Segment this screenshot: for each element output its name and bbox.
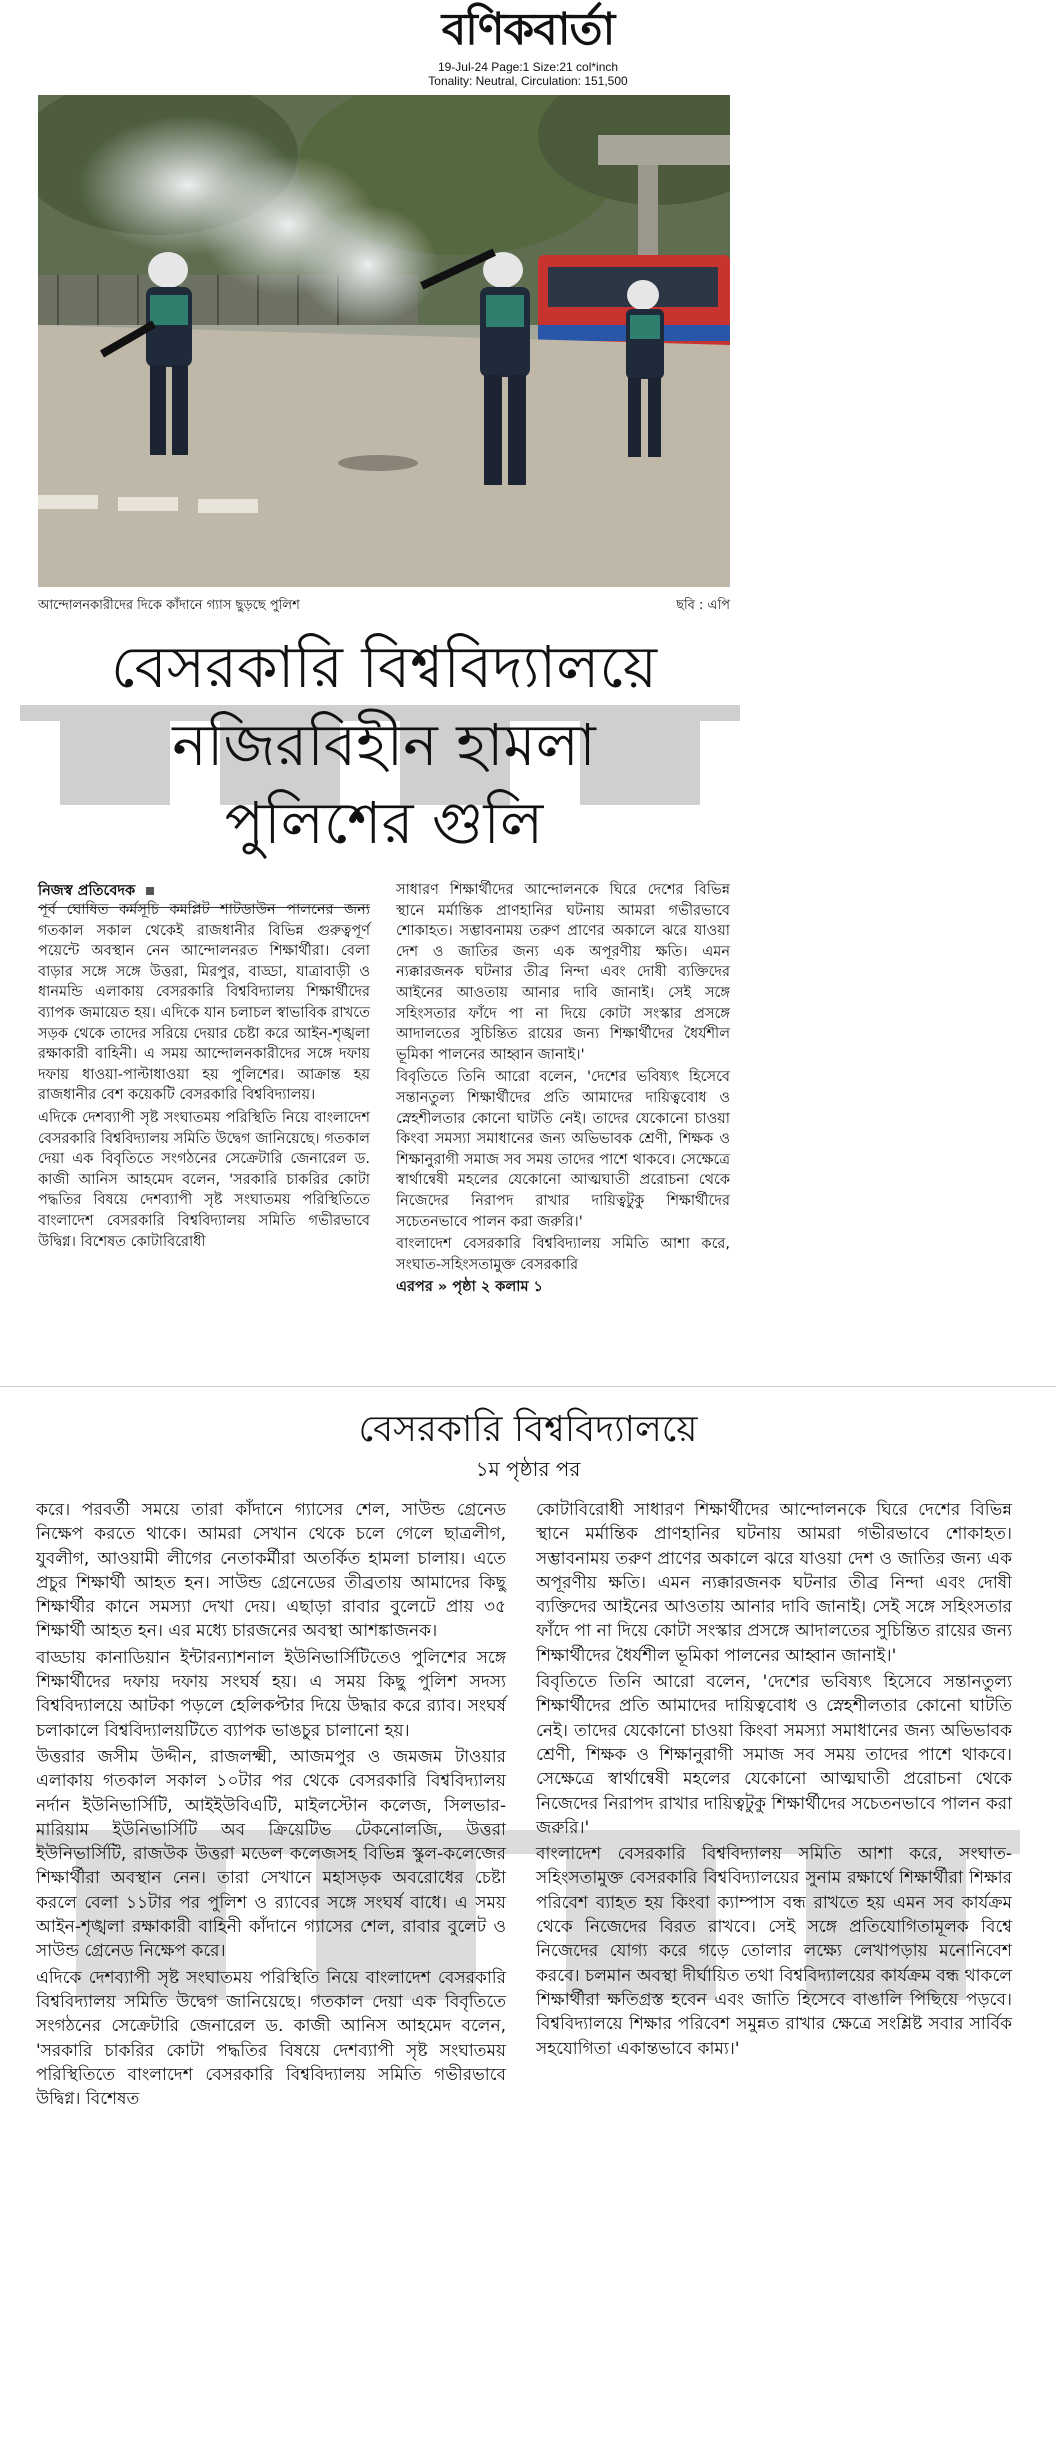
photo-caption: আন্দোলনকারীদের দিকে কাঁদানে গ্যাস ছুড়ছে পুলিশ xyxy=(38,598,300,613)
headline xyxy=(38,628,730,862)
masthead-logo: বণিকবার্তা xyxy=(441,4,615,55)
jump-column-1 xyxy=(36,1498,506,2113)
clipping-meta-line2: Tonality: Neutral, Circulation: 151,500 xyxy=(428,74,628,88)
byline-marker-icon xyxy=(146,887,154,895)
article-column-2 xyxy=(396,880,730,1300)
paragraph: করে। পরবর্তী সময়ে তারা কাঁদানে গ্যাসের শেল, সাউন্ড গ্রেনেড নিক্ষেপ করতে থাকে। আমরা সেখান থেকে চলে গেলে ছাত্রলীগ, যুবলীগ, আওয়ামী লীগের নেতাকর্মীরা অতর্কিত হামলা চালায়। এতে প্রচুর শিক্ষার্থী আহত হন। সাউন্ড গ্রেনেডের তীব্রতায় আমাদের কিছু শিক্ষার্থীর কানে সমস্যা দেখা দেয়। এছাড়া রাবার বুলেটে প্রায় ৩৫ শিক্ষার্থী আহত হন। এর মধ্যে চারজনের অবস্থা আশঙ্কাজনক। xyxy=(36,1500,506,1642)
paragraph: এদিকে দেশব্যাপী সৃষ্ট সংঘাতময় পরিস্থিতি নিয়ে বাংলাদেশ বেসরকারি বিশ্ববিদ্যালয় সমিতি উদ্বেগ জানিয়েছে। গতকাল দেয়া এক বিবৃতিতে সংগঠনের সেক্রেটারি জেনারেল ড. কাজী আনিস আহমেদ বলেন, 'সরকারি চাকরির কোটা পদ্ধতির বিষয়ে দেশব্যাপী সৃষ্ট সংঘাতময় পরিস্থিতিতে বাংলাদেশ বেসরকারি বিশ্ববিদ্যালয় সমিতি গভীরভাবে উদ্বিগ্ন। বিশেষত কোটাবিরোধী xyxy=(38,1109,370,1250)
jump-column-2 xyxy=(536,1498,1012,2063)
police-firing-teargas-photo xyxy=(38,95,730,587)
paragraph: বিবৃতিতে তিনি আরো বলেন, 'দেশের ভবিষ্যৎ হিসেবে সন্তানতুল্য শিক্ষার্থীদের প্রতি আমাদের দায়িত্ববোধ ও স্নেহশীলতার কোনো ঘাটতি নেই। তাদের যেকোনো চাওয়া কিংবা সমস্যা সমাধানের জন্য অভিভাবক শ্রেণী, শিক্ষক ও শিক্ষানুরাগী সমাজ সব সময় তাদের পাশে থাকবে। সেক্ষেত্রে স্বার্থান্বেষী মহলের যেকোনো আত্মঘাতী প্ররোচনা থেকে নিজেদের নিরাপদ রাখার দায়িত্বটুকু শিক্ষার্থীদের সচেতনভাবে পালন করা জরুরি।' xyxy=(536,1672,1012,1838)
paragraph: বাংলাদেশ বেসরকারি বিশ্ববিদ্যালয় সমিতি আশা করে, সংঘাত-সহিংসতামুক্ত বেসরকারি বিশ্ববিদ্যালয়ের সুনাম রক্ষার্থে শিক্ষার্থীরা শিক্ষার পরিবেশ ব্যাহত হয় কিংবা ক্যাম্পাস বন্ধ রাখতে হয় এমন সব কার্যক্রম থেকে নিজেদের বিরত রাখবে। সেই সঙ্গে প্রতিযোগিতামূলক বিশ্বে নিজেদের যোগ্য করে গড়ে তোলার লক্ষ্যে লেখাপড়ায় মনোনিবেশ করবে। চলমান অবস্থা দীর্ঘায়িত তথা বিশ্ববিদ্যালয়ের কার্যক্রম বন্ধ থাকলে শিক্ষার্থীরা ক্ষতিগ্রস্ত হবেন এবং জাতি হিসেবে বাঙালি পিছিয়ে পড়বে। বিশ্ববিদ্যালয়ে শিক্ষার পরিবেশ সমুন্নত রাখার ক্ষেত্রে সংশ্লিষ্ট সবার সার্বিক সহযোগিতা একান্তভাবে কাম্য।' xyxy=(536,1844,1012,2059)
paragraph: বাড্ডায় কানাডিয়ান ইন্টারন্যাশনাল ইউনিভার্সিটিতেও পুলিশের সঙ্গে শিক্ষার্থীদের দফায় দফায় সংঘর্ষ হয়। এ সময় কিছু পুলিশ সদস্য বিশ্ববিদ্যালয়ে আটকা পড়লে হেলিকপ্টার দিয়ে উদ্ধার করে র‍্যাব। সংঘর্ষ চলাকালে বিশ্ববিদ্যালয়টিতে ব্যাপক ভাঙচুর চালানো হয়। xyxy=(36,1647,506,1741)
jump-subtitle: ১ম পৃষ্ঠার পর xyxy=(475,1457,581,1481)
jump-headline: বেসরকারি বিশ্ববিদ্যালয়ে xyxy=(358,1409,698,1450)
paragraph: উত্তরার জসীম উদ্দীন, রাজলক্ষ্মী, আজমপুর ও জমজম টাওয়ার এলাকায় গতকাল সকাল ১০টার পর থেকে বেসরকারি বিশ্ববিদ্যালয় নর্দান ইউনিভার্সিটি, আইইউবিএটি, মাইলস্টোন কলেজ, সিলভার-মারিয়াম ইউনিভার্সিটি অব ক্রিয়েটিভ টেকনোলজি, উত্তরা ইউনিভার্সিটি, রাজউক উত্তরা মডেল কলেজসহ বিভিন্ন স্কুল-কলেজের শিক্ষার্থীরা অবস্থান নেন। তারা সেখানে মহাসড়ক অবরোধের চেষ্টা করলে বেলা ১১টার পর পুলিশ ও র‍্যাবের সঙ্গে সংঘর্ষ বাধে। এ সময় আইন-শৃঙ্খলা রক্ষাকারী বাহিনী কাঁদানে গ্যাসের শেল, রাবার বুলেট ও সাউন্ড গ্রেনেড নিক্ষেপ করে। xyxy=(36,1746,506,1962)
article-column-1 xyxy=(38,900,370,1254)
paragraph: সাধারণ শিক্ষার্থীদের আন্দোলনকে ঘিরে দেশের বিভিন্ন স্থানে মর্মান্তিক প্রাণহানির ঘটনায় আমরা গভীরভাবে শোকাহত। সম্ভাবনাময় তরুণ প্রাণের অকালে ঝরে যাওয়া দেশ ও জাতির জন্য এক অপূরণীয় ক্ষতি। এমন ন্যক্কারজনক ঘটনার তীব্র নিন্দা এবং দোষী ব্যক্তিদের আইনের আওতায় আনার দাবি জানাই। সেই সঙ্গে সহিংসতার ফাঁদে পা না দিয়ে কোটা সংস্কার প্রসঙ্গে আদালতের সুচিন্তিত রায়ের জন্য শিক্ষার্থীদের ধৈর্যশীল ভূমিকা পালনের আহ্বান জানাই।' xyxy=(396,882,730,1063)
headline-line-2: নজিরবিহীন হামলা xyxy=(172,711,596,779)
paragraph: কোটাবিরোধী সাধারণ শিক্ষার্থীদের আন্দোলনকে ঘিরে দেশের বিভিন্ন স্থানে মর্মান্তিক প্রাণহানির ঘটনায় আমরা গভীরভাবে শোকাহত। সম্ভাবনাময় তরুণ প্রাণের অকালে ঝরে যাওয়া দেশ ও জাতির জন্য এক অপূরণীয় ক্ষতি। এমন ন্যক্কারজনক ঘটনার তীব্র নিন্দা এবং দোষী ব্যক্তিদের আইনের আওতায় আনার দাবি জানাই। সেই সঙ্গে সহিংসতার ফাঁদে পা না দিয়ে কোটা সংস্কার প্রসঙ্গে আদালতের সুচিন্তিত রায়ের জন্য শিক্ষার্থীদের ধৈর্যশীল ভূমিকা পালনের আহ্বান জানাই।' xyxy=(536,1500,1012,1666)
paragraph: বাংলাদেশ বেসরকারি বিশ্ববিদ্যালয় সমিতি আশা করে, সংঘাত-সহিংসতামুক্ত বেসরকারি xyxy=(396,1236,730,1273)
photo-credit: ছবি : এপি xyxy=(676,598,730,613)
headline-line-1: বেসরকারি বিশ্ববিদ্যালয়ে xyxy=(110,633,658,701)
paragraph: পূর্ব ঘোষিত কর্মসূচি কমপ্লিট শাটডাউন পালনের জন্য গতকাল সকাল থেকেই রাজধানীর বিভিন্ন গুরুত্বপূর্ণ পয়েন্টে অবস্থান নেন আন্দোলনরত শিক্ষার্থীরা। বেলা বাড়ার সঙ্গে সঙ্গে উত্তরা, মিরপুর, বাড্ডা, যাত্রাবাড়ী ও ধানমন্ডি এলাকায় বেসরকারি বিশ্ববিদ্যালয় শিক্ষার্থীদের ব্যাপক জমায়েত হয়। এদিকে যান চলাচল স্বাভাবিক রাখতে সড়ক থেকে তাদের সরিয়ে দেয়ার চেষ্টা করে আইন-শৃঙ্খলা রক্ষাকারী বাহিনী। এ সময় আন্দোলনকারীদের সঙ্গে দফায় দফায় ধাওয়া-পাল্টাধাওয়া হয় পুলিশের। আক্রান্ত হয় রাজধানীর বেশ কয়েকটি বেসরকারি বিশ্ববিদ্যালয়। xyxy=(38,902,370,1104)
section-divider xyxy=(0,1386,1056,1387)
headline-line-3: পুলিশের গুলি xyxy=(224,789,544,857)
byline-text: নিজস্ব প্রতিবেদক xyxy=(38,883,136,899)
news-photo xyxy=(38,95,730,587)
continuation-note: এরপর » পৃষ্ঠা ২ কলাম ১ xyxy=(396,1279,543,1296)
clipping-meta-line1: 19-Jul-24 Page:1 Size:21 col*inch xyxy=(437,60,619,74)
paragraph: এদিকে দেশব্যাপী সৃষ্ট সংঘাতময় পরিস্থিতি নিয়ে বাংলাদেশ বেসরকারি বিশ্ববিদ্যালয় সমিতি উদ্বেগ জানিয়েছে। গতকাল দেয়া এক বিবৃতিতে সংগঠনের সেক্রেটারি জেনারেল ড. কাজী আনিস আহমেদ বলেন, 'সরকারি চাকরির কোটা পদ্ধতির বিষয়ে দেশব্যাপী সৃষ্ট সংঘাতময় পরিস্থিতিতে বাংলাদেশ বেসরকারি বিশ্ববিদ্যালয় সমিতি গভীরভাবে উদ্বিগ্ন। বিশেষত xyxy=(36,1967,506,2110)
paragraph: বিবৃতিতে তিনি আরো বলেন, 'দেশের ভবিষ্যৎ হিসেবে সন্তানতুল্য শিক্ষার্থীদের প্রতি আমাদের দায়িত্ববোধ ও স্নেহশীলতার কোনো ঘাটতি নেই। তাদের যেকোনো চাওয়া কিংবা সমস্যা সমাধানের জন্য অভিভাবক শ্রেণী, শিক্ষক ও শিক্ষানুরাগী সমাজ সব সময় তাদের পাশে থাকবে। সেক্ষেত্রে স্বার্থান্বেষী মহলের যেকোনো আত্মঘাতী প্ররোচনা থেকে নিজেদের নিরাপদ রাখার দায়িত্বটুকু শিক্ষার্থীদের সচেতনভাবে পালন করা জরুরি।' xyxy=(396,1069,730,1230)
